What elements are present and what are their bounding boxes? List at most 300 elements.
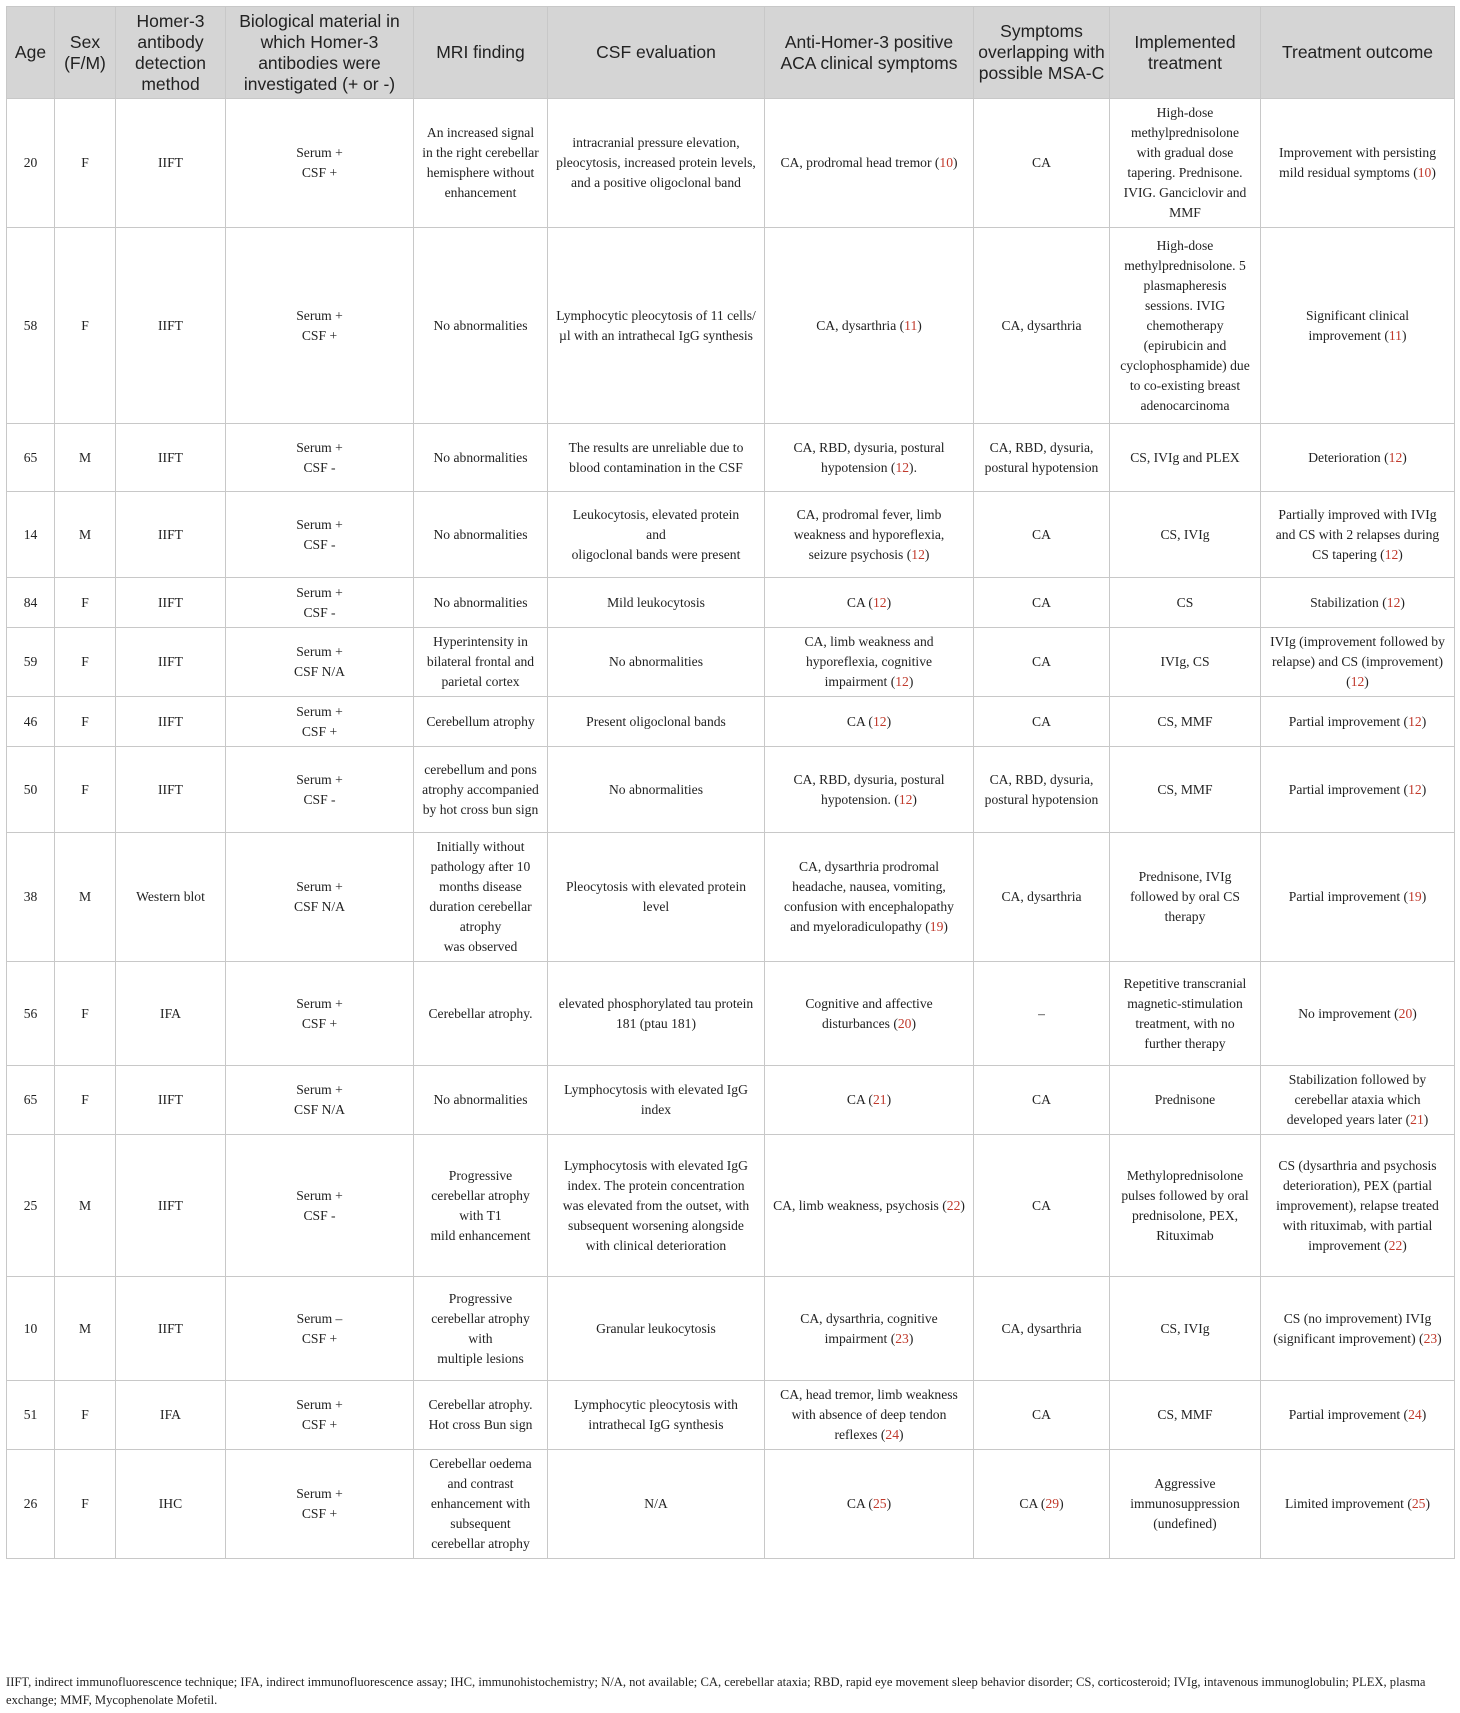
cell-biological-material (226, 1450, 414, 1559)
citation-link[interactable]: 19 (929, 919, 944, 934)
citation-link[interactable]: 11 (904, 317, 918, 333)
cell-sex (55, 962, 116, 1066)
cell-implemented-treatment-text: CS, MMF (1157, 1407, 1213, 1422)
cell-sex (55, 1277, 116, 1381)
cell-msa-c-overlap (974, 747, 1110, 833)
cell-implemented-treatment-text: CS, IVIg (1160, 1320, 1210, 1336)
cell-treatment-outcome-text: Deterioration (1308, 449, 1381, 465)
table-row (7, 1450, 1455, 1559)
header-implemented-treatment: Implemented treatment (1110, 7, 1261, 99)
cell-detection-method-text: IIFT (158, 155, 183, 170)
cell-treatment-outcome: Partial improvement (12) (1261, 697, 1455, 747)
cell-clinical-symptoms: CA, limb weakness, psychosis (22) (765, 1135, 974, 1277)
cell-msa-c-overlap (974, 424, 1110, 492)
cell-mri-finding (414, 962, 548, 1066)
cell-mri-finding (414, 697, 548, 747)
cell-csf-evaluation (548, 228, 765, 424)
cell-csf-evaluation (548, 99, 765, 228)
cell-implemented-treatment-text: CS, IVIg (1160, 526, 1210, 542)
cell-age (7, 1066, 55, 1135)
cell-biological-material-text: Serum + CSF + (296, 145, 343, 180)
cell-biological-material (226, 99, 414, 228)
cell-sex-text: F (81, 1005, 89, 1021)
citation-link[interactable]: 21 (1410, 1112, 1424, 1127)
cell-msa-c-overlap (974, 492, 1110, 578)
cell-detection-method (116, 697, 226, 747)
cell-csf-evaluation (548, 962, 765, 1066)
cell-detection-method-text: IIFT (158, 1320, 183, 1336)
cell-detection-method (116, 747, 226, 833)
citation-link[interactable]: 12 (1386, 594, 1401, 610)
cell-sex (55, 424, 116, 492)
cell-detection-method (116, 628, 226, 697)
cell-implemented-treatment-text: IVIg, CS (1160, 654, 1210, 669)
cell-clinical-symptoms: CA, head tremor, limb weakness with absence of deep tendon reflexes (24) (765, 1381, 974, 1450)
citation-link[interactable]: 21 (872, 1092, 887, 1107)
cell-biological-material-text: Serum – CSF + (296, 1310, 343, 1346)
cell-detection-method (116, 578, 226, 628)
header-age: Age (7, 7, 55, 99)
cell-mri-finding (414, 578, 548, 628)
cell-biological-material (226, 747, 414, 833)
cell-implemented-treatment-text: CS, MMF (1157, 713, 1213, 729)
cell-biological-material (226, 1381, 414, 1450)
cell-msa-c-overlap (974, 1381, 1110, 1450)
cell-sex-text: F (81, 781, 89, 797)
cell-mri-finding (414, 1450, 548, 1559)
cell-detection-method (116, 99, 226, 228)
cell-biological-material-text: Serum + CSF - (296, 516, 343, 552)
cell-sex-text: F (81, 317, 89, 333)
cell-age-text: 46 (23, 713, 38, 729)
cell-msa-c-overlap (974, 962, 1110, 1066)
cell-sex-text: F (81, 1407, 89, 1422)
cell-implemented-treatment (1110, 1277, 1261, 1381)
cell-clinical-symptoms-text: CA (846, 594, 866, 610)
cell-age (7, 228, 55, 424)
cell-csf-evaluation-text: Leukocytosis, elevated protein and oligoclonal bands were present (571, 506, 741, 562)
cell-csf-evaluation (548, 1381, 765, 1450)
cell-sex-text: F (81, 1496, 89, 1511)
cell-mri-finding (414, 1066, 548, 1135)
cell-treatment-outcome-text: Improvement with persisting mild residual symptoms (1278, 145, 1437, 180)
cell-age (7, 1135, 55, 1277)
cell-sex (55, 1450, 116, 1559)
cell-treatment-outcome-text: Partial improvement (1288, 713, 1401, 729)
cell-csf-evaluation-text: N/A (644, 1496, 668, 1511)
cell-age-text: 26 (23, 1496, 38, 1511)
cell-implemented-treatment (1110, 492, 1261, 578)
header-clinical-symptoms: Anti-Homer-3 positive ACA clinical symptoms (765, 7, 974, 99)
cell-mri-finding (414, 1381, 548, 1450)
cell-mri-finding-text: An increased signal in the right cerebellar hemisphere without enhancement (422, 125, 539, 200)
cell-mri-finding-text: Initially without pathology after 10 months disease duration cerebellar atrophy was observed (429, 839, 532, 954)
cell-age (7, 1381, 55, 1450)
citation-link[interactable]: 29 (1045, 1496, 1060, 1511)
cell-implemented-treatment (1110, 962, 1261, 1066)
cell-biological-material (226, 578, 414, 628)
cell-detection-method (116, 1277, 226, 1381)
cell-sex-text: M (78, 526, 92, 542)
cell-treatment-outcome: Partial improvement (12) (1261, 747, 1455, 833)
cell-sex (55, 99, 116, 228)
cell-biological-material-text: Serum + CSF N/A (294, 1082, 345, 1117)
cell-msa-c-overlap-text: CA (1032, 713, 1051, 729)
cell-csf-evaluation-text: Present oligoclonal bands (586, 713, 726, 729)
cell-treatment-outcome-text: IVIg (improvement followed by relapse) and CS (improvement) (1270, 634, 1445, 669)
cell-msa-c-overlap-text: CA (1032, 594, 1051, 610)
cell-treatment-outcome-text: Limited improvement (1285, 1496, 1404, 1511)
cell-treatment-outcome-text: Stabilization followed by cerebellar ataxia which developed years later (1286, 1072, 1427, 1127)
cell-implemented-treatment (1110, 578, 1261, 628)
cell-detection-method-text: IIFT (158, 594, 183, 610)
citation-link[interactable]: 12 (911, 546, 925, 562)
citation-link[interactable]: 12 (872, 594, 887, 610)
citation-link[interactable]: 12 (872, 713, 887, 729)
cell-implemented-treatment (1110, 424, 1261, 492)
cell-msa-c-overlap-text: CA (1019, 1496, 1038, 1511)
citation-link[interactable]: 19 (1408, 889, 1422, 904)
table-row (7, 578, 1455, 628)
header-biological-material: Biological material in which Homer-3 antibodies were investigated (+ or -) (226, 7, 414, 99)
cell-age-text: 10 (23, 1320, 38, 1336)
citation-link[interactable]: 12 (895, 674, 909, 689)
cell-csf-evaluation-text: Lymphocytic pleocytosis of 11 cells/µl with an intrathecal IgG synthesis (556, 307, 756, 343)
cell-mri-finding (414, 228, 548, 424)
cell-biological-material (226, 697, 414, 747)
cell-mri-finding-text: Cerebellar atrophy. Hot cross Bun sign (428, 1397, 533, 1432)
cell-sex (55, 1381, 116, 1450)
cell-biological-material (226, 1277, 414, 1381)
citation-link[interactable]: 25 (1411, 1496, 1426, 1511)
cell-detection-method (116, 1450, 226, 1559)
cell-clinical-symptoms: CA, dysarthria (11) (765, 228, 974, 424)
cell-implemented-treatment-text: CS, MMF (1157, 781, 1213, 797)
table-row (7, 228, 1455, 424)
cell-detection-method-text: IIFT (158, 1092, 183, 1107)
cell-treatment-outcome: IVIg (improvement followed by relapse) and CS (improvement) (12) (1261, 628, 1455, 697)
header-sex: Sex (F/M) (55, 7, 116, 99)
cell-detection-method (116, 1066, 226, 1135)
cell-biological-material (226, 628, 414, 697)
header-treatment-outcome: Treatment outcome (1261, 7, 1455, 99)
cell-implemented-treatment (1110, 1066, 1261, 1135)
cell-sex (55, 1135, 116, 1277)
citation-link[interactable]: 23 (895, 1330, 909, 1346)
cell-implemented-treatment (1110, 228, 1261, 424)
cell-csf-evaluation-text: Lymphocytic pleocytosis with intrathecal IgG synthesis (574, 1397, 738, 1432)
cell-biological-material-text: Serum + CSF - (296, 1187, 343, 1223)
cell-biological-material (226, 962, 414, 1066)
cell-implemented-treatment (1110, 697, 1261, 747)
citation-link[interactable]: 12 (898, 791, 913, 807)
cell-sex (55, 697, 116, 747)
cell-clinical-symptoms: CA, dysarthria, cognitive impairment (23) (765, 1277, 974, 1381)
cell-treatment-outcome: Stabilization (12) (1261, 578, 1455, 628)
cell-age (7, 697, 55, 747)
cell-treatment-outcome: Improvement with persisting mild residual symptoms (10) (1261, 99, 1455, 228)
cell-msa-c-overlap-text: CA (1032, 526, 1051, 542)
cell-treatment-outcome-text: Partial improvement (1288, 781, 1401, 797)
cell-detection-method (116, 424, 226, 492)
cell-csf-evaluation (548, 1277, 765, 1381)
cell-detection-method-text: IIFT (158, 317, 183, 333)
cell-biological-material (226, 492, 414, 578)
cell-clinical-symptoms-text: CA, prodromal fever, limb weakness and hyporeflexia, seizure psychosis (793, 506, 945, 562)
cell-age-text: 58 (23, 317, 38, 333)
header-csf-evaluation: CSF evaluation (548, 7, 765, 99)
table-row (7, 492, 1455, 578)
cell-implemented-treatment-text: Aggressive immunosuppression (undefined) (1130, 1476, 1240, 1531)
cell-age-text: 20 (23, 155, 38, 170)
cell-csf-evaluation-text: Granular leukocytosis (596, 1320, 716, 1336)
cell-clinical-symptoms-text: CA, RBD, dysuria, postural hypotension. (793, 771, 945, 807)
cell-clinical-symptoms-text: CA, dysarthria prodromal headache, nausea, vomiting, confusion with encephalopathy and myeloradiculopathy (784, 859, 954, 934)
cell-biological-material (226, 1066, 414, 1135)
cell-clinical-symptoms-text: CA (846, 713, 866, 729)
cell-mri-finding (414, 1135, 548, 1277)
cell-mri-finding (414, 833, 548, 962)
cell-biological-material-text: Serum + CSF - (296, 584, 343, 620)
cell-treatment-outcome: Partial improvement (19) (1261, 833, 1455, 962)
cell-implemented-treatment-text: Repetitive transcranial magnetic-stimulation treatment, with no further therapy (1123, 975, 1247, 1051)
cell-csf-evaluation (548, 628, 765, 697)
cell-clinical-symptoms-text: CA (846, 1092, 866, 1107)
cell-clinical-symptoms: CA, dysarthria prodromal headache, nausea, vomiting, confusion with encephalopathy and myeloradiculopathy (19) (765, 833, 974, 962)
cell-sex (55, 833, 116, 962)
cell-detection-method-text: IIFT (158, 449, 183, 465)
cell-detection-method-text: IIFT (158, 713, 183, 729)
cell-age (7, 747, 55, 833)
cell-detection-method-text: IIFT (158, 781, 183, 797)
cell-csf-evaluation (548, 492, 765, 578)
cell-mri-finding-text: Progressive cerebellar atrophy with T1 mild enhancement (430, 1167, 531, 1243)
cell-biological-material-text: Serum + CSF - (296, 771, 343, 807)
table-footnote: IIFT, indirect immunofluorescence technique; IFA, indirect immunofluorescence assay; IHC, immunohistochemistry; N/A, not available; CA, cerebellar ataxia; RBD, rapid eye movement sleep behavior disorder; CS, corticosteroid; IVIg, intavenous immunoglobulin; PLEX, plasma exchange; MMF, Mycophenolate Mofetil. (6, 1675, 1426, 1707)
cell-msa-c-overlap-text: CA, dysarthria (1001, 1320, 1082, 1336)
cell-treatment-outcome-text: Partially improved with IVIg and CS with 2 relapses during CS tapering (1275, 506, 1440, 562)
cell-detection-method-text: IIFT (158, 654, 183, 669)
cell-age (7, 492, 55, 578)
cell-implemented-treatment (1110, 747, 1261, 833)
cell-mri-finding-text: Progressive cerebellar atrophy with multiple lesions (431, 1290, 530, 1366)
citation-link[interactable]: 11 (1388, 327, 1402, 343)
cell-age-text: 59 (23, 654, 38, 669)
cell-detection-method-text: IIFT (158, 526, 183, 542)
cell-sex-text: M (78, 889, 92, 904)
cell-mri-finding-text: Cerebellar atrophy. (428, 1005, 533, 1021)
cell-clinical-symptoms: CA, limb weakness and hyporeflexia, cognitive impairment (12) (765, 628, 974, 697)
cell-treatment-outcome-text: Stabilization (1310, 594, 1379, 610)
cell-treatment-outcome-text: No improvement (1298, 1005, 1391, 1021)
cell-detection-method (116, 962, 226, 1066)
citation-link[interactable]: 20 (1398, 1005, 1413, 1021)
cell-treatment-outcome: Deterioration (12) (1261, 424, 1455, 492)
cell-implemented-treatment (1110, 1381, 1261, 1450)
cell-msa-c-overlap-text: CA (1032, 654, 1051, 669)
citation-link[interactable]: 10 (1417, 165, 1432, 180)
cell-treatment-outcome-text: CS (no improvement) IVIg (significant improvement) (1273, 1310, 1432, 1346)
cell-msa-c-overlap (974, 697, 1110, 747)
cell-mri-finding (414, 628, 548, 697)
cell-mri-finding-text: Hyperintensity in bilateral frontal and parietal cortex (426, 634, 535, 689)
cell-trailing-punctuation: . (913, 459, 917, 475)
cell-csf-evaluation (548, 1450, 765, 1559)
cell-biological-material-text: Serum + CSF + (296, 307, 343, 343)
table-row (7, 747, 1455, 833)
cell-clinical-symptoms-text: CA, RBD, dysuria, postural hypotension (793, 439, 945, 475)
cell-treatment-outcome: No improvement (20) (1261, 962, 1455, 1066)
citation-link[interactable]: 12 (1388, 449, 1403, 465)
cell-implemented-treatment-text: CS, IVIg and PLEX (1130, 449, 1240, 465)
cell-csf-evaluation (548, 1135, 765, 1277)
cell-mri-finding (414, 1277, 548, 1381)
citation-link[interactable]: 23 (1423, 1330, 1438, 1346)
cell-msa-c-overlap (974, 1277, 1110, 1381)
cell-age (7, 578, 55, 628)
citation-link[interactable]: 12 (1408, 781, 1422, 797)
cell-msa-c-overlap-text: CA (1032, 155, 1051, 170)
cell-csf-evaluation (548, 833, 765, 962)
cell-csf-evaluation-text: Lymphocytosis with elevated IgG index (564, 1082, 748, 1117)
cell-biological-material-text: Serum + CSF N/A (294, 879, 345, 914)
cell-treatment-outcome-text: CS (dysarthria and psychosis deterioration), PEX (partial improvement), relapse treated with rituximab, with partial improvement (1276, 1157, 1439, 1253)
cell-age-text: 65 (23, 449, 38, 465)
citation-link[interactable]: 22 (946, 1197, 961, 1213)
cell-age-text: 51 (23, 1407, 38, 1422)
cell-biological-material-text: Serum + CSF + (296, 995, 343, 1031)
cell-age-text: 38 (23, 889, 38, 904)
header-msa-c-overlap: Symptoms overlapping with possible MSA-C (974, 7, 1110, 99)
cell-detection-method-text: IFA (160, 1005, 181, 1021)
cell-age (7, 833, 55, 962)
citation-link[interactable]: 12 (1384, 546, 1399, 562)
cell-age (7, 99, 55, 228)
cell-clinical-symptoms: CA, RBD, dysuria, postural hypotension. (12) (765, 747, 974, 833)
cell-age (7, 424, 55, 492)
cell-sex (55, 228, 116, 424)
cell-msa-c-overlap-text: – (1038, 1005, 1045, 1021)
header-row (7, 7, 1455, 99)
cell-clinical-symptoms: CA (12) (765, 578, 974, 628)
cell-clinical-symptoms-text: CA, dysarthria (816, 317, 897, 333)
cell-mri-finding (414, 492, 548, 578)
header-detection-method: Homer-3 antibody detection method (116, 7, 226, 99)
cell-implemented-treatment (1110, 833, 1261, 962)
cell-mri-finding (414, 99, 548, 228)
cell-csf-evaluation (548, 578, 765, 628)
cell-age (7, 1277, 55, 1381)
cell-biological-material (226, 1135, 414, 1277)
citation-link[interactable]: 24 (885, 1427, 900, 1442)
citation-link[interactable]: 22 (1388, 1237, 1403, 1253)
cell-mri-finding-text: cerebellum and pons atrophy accompanied by hot cross bun sign (422, 761, 539, 817)
table-row (7, 1381, 1455, 1450)
cell-clinical-symptoms-text: CA, dysarthria, cognitive impairment (800, 1310, 938, 1346)
cell-msa-c-overlap-text: CA, RBD, dysuria, postural hypotension (984, 439, 1099, 475)
cell-csf-evaluation-text: elevated phosphorylated tau protein 181 (ptau 181) (558, 995, 754, 1031)
cell-clinical-symptoms: CA (21) (765, 1066, 974, 1135)
cell-treatment-outcome: CS (dysarthria and psychosis deterioration), PEX (partial improvement), relapse treated with rituximab, with partial improvement (22) (1261, 1135, 1455, 1277)
cell-treatment-outcome: Significant clinical improvement (11) (1261, 228, 1455, 424)
cell-csf-evaluation-text: No abnormalities (608, 781, 703, 797)
cell-sex (55, 628, 116, 697)
cell-msa-c-overlap-text: CA, dysarthria (1001, 317, 1082, 333)
cell-treatment-outcome: Partially improved with IVIg and CS with 2 relapses during CS tapering (12) (1261, 492, 1455, 578)
table-row (7, 99, 1455, 228)
cell-clinical-symptoms: CA, prodromal fever, limb weakness and hyporeflexia, seizure psychosis (12) (765, 492, 974, 578)
cell-implemented-treatment-text: Prednisone (1154, 1092, 1216, 1107)
cell-sex-text: F (81, 654, 89, 669)
citation-link[interactable]: 24 (1408, 1407, 1422, 1422)
cell-clinical-symptoms: CA, prodromal head tremor (10) (765, 99, 974, 228)
cell-age-text: 65 (23, 1092, 38, 1107)
cell-treatment-outcome: Stabilization followed by cerebellar ataxia which developed years later (21) (1261, 1066, 1455, 1135)
cell-msa-c-overlap (974, 628, 1110, 697)
cell-sex (55, 492, 116, 578)
cell-msa-c-overlap (974, 228, 1110, 424)
cell-mri-finding-text: No abnormalities (433, 317, 528, 333)
cell-clinical-symptoms: CA (25) (765, 1450, 974, 1559)
cell-age-text: 14 (23, 526, 38, 542)
cell-clinical-symptoms-text: CA, limb weakness, psychosis (773, 1197, 939, 1213)
citation-link[interactable]: 12 (1408, 713, 1422, 729)
citation-link[interactable]: 25 (872, 1496, 887, 1511)
table-header (7, 7, 1455, 99)
table-row (7, 424, 1455, 492)
cell-msa-c-overlap (974, 1135, 1110, 1277)
citation-link[interactable]: 12 (895, 459, 910, 475)
citation-link[interactable]: 12 (1350, 674, 1365, 689)
cell-age-text: 84 (23, 594, 38, 610)
cell-treatment-outcome-text: Significant clinical improvement (1305, 307, 1410, 343)
citation-link[interactable]: 10 (939, 155, 953, 170)
cell-detection-method (116, 833, 226, 962)
citation-link[interactable]: 20 (897, 1015, 912, 1031)
cell-clinical-symptoms-text: Cognitive and affective disturbances (805, 995, 933, 1031)
cell-treatment-outcome-text: Partial improvement (1288, 1407, 1401, 1422)
cell-msa-c-overlap-text: CA (1032, 1407, 1051, 1422)
table-row (7, 1066, 1455, 1135)
cell-implemented-treatment-text: CS (1176, 594, 1194, 610)
data-table (6, 6, 1455, 1559)
table-body (7, 99, 1455, 1559)
table-row (7, 1277, 1455, 1381)
cell-mri-finding-text: Cerebellum atrophy (426, 713, 535, 729)
cell-clinical-symptoms: Cognitive and affective disturbances (20) (765, 962, 974, 1066)
cell-biological-material-text: Serum + CSF + (296, 703, 343, 739)
cell-csf-evaluation (548, 747, 765, 833)
cell-msa-c-overlap (974, 833, 1110, 962)
cell-biological-material-text: Serum + CSF + (296, 1397, 343, 1432)
cell-biological-material (226, 228, 414, 424)
table-row (7, 1135, 1455, 1277)
table-row (7, 697, 1455, 747)
cell-msa-c-overlap-text: CA, dysarthria (1001, 889, 1082, 904)
cell-detection-method-text: IIFT (158, 1197, 183, 1213)
cell-mri-finding-text: No abnormalities (433, 594, 528, 610)
cell-msa-c-overlap (974, 1066, 1110, 1135)
cell-implemented-treatment-text: High-dose methylprednisolone. 5 plasmapheresis sessions. IVIG chemotherapy (epirubicin and cyclophosphamide) due to co-existing breast adenocarcinoma (1120, 237, 1250, 413)
cell-msa-c-overlap-text: CA (1032, 1092, 1051, 1107)
cell-sex-text: M (78, 1320, 92, 1336)
cell-detection-method-text: IFA (160, 1407, 181, 1422)
cell-clinical-symptoms-text: CA (846, 1496, 866, 1511)
cell-sex-text: F (81, 713, 89, 729)
cell-treatment-outcome: Limited improvement (25) (1261, 1450, 1455, 1559)
cell-detection-method (116, 492, 226, 578)
cell-sex (55, 578, 116, 628)
